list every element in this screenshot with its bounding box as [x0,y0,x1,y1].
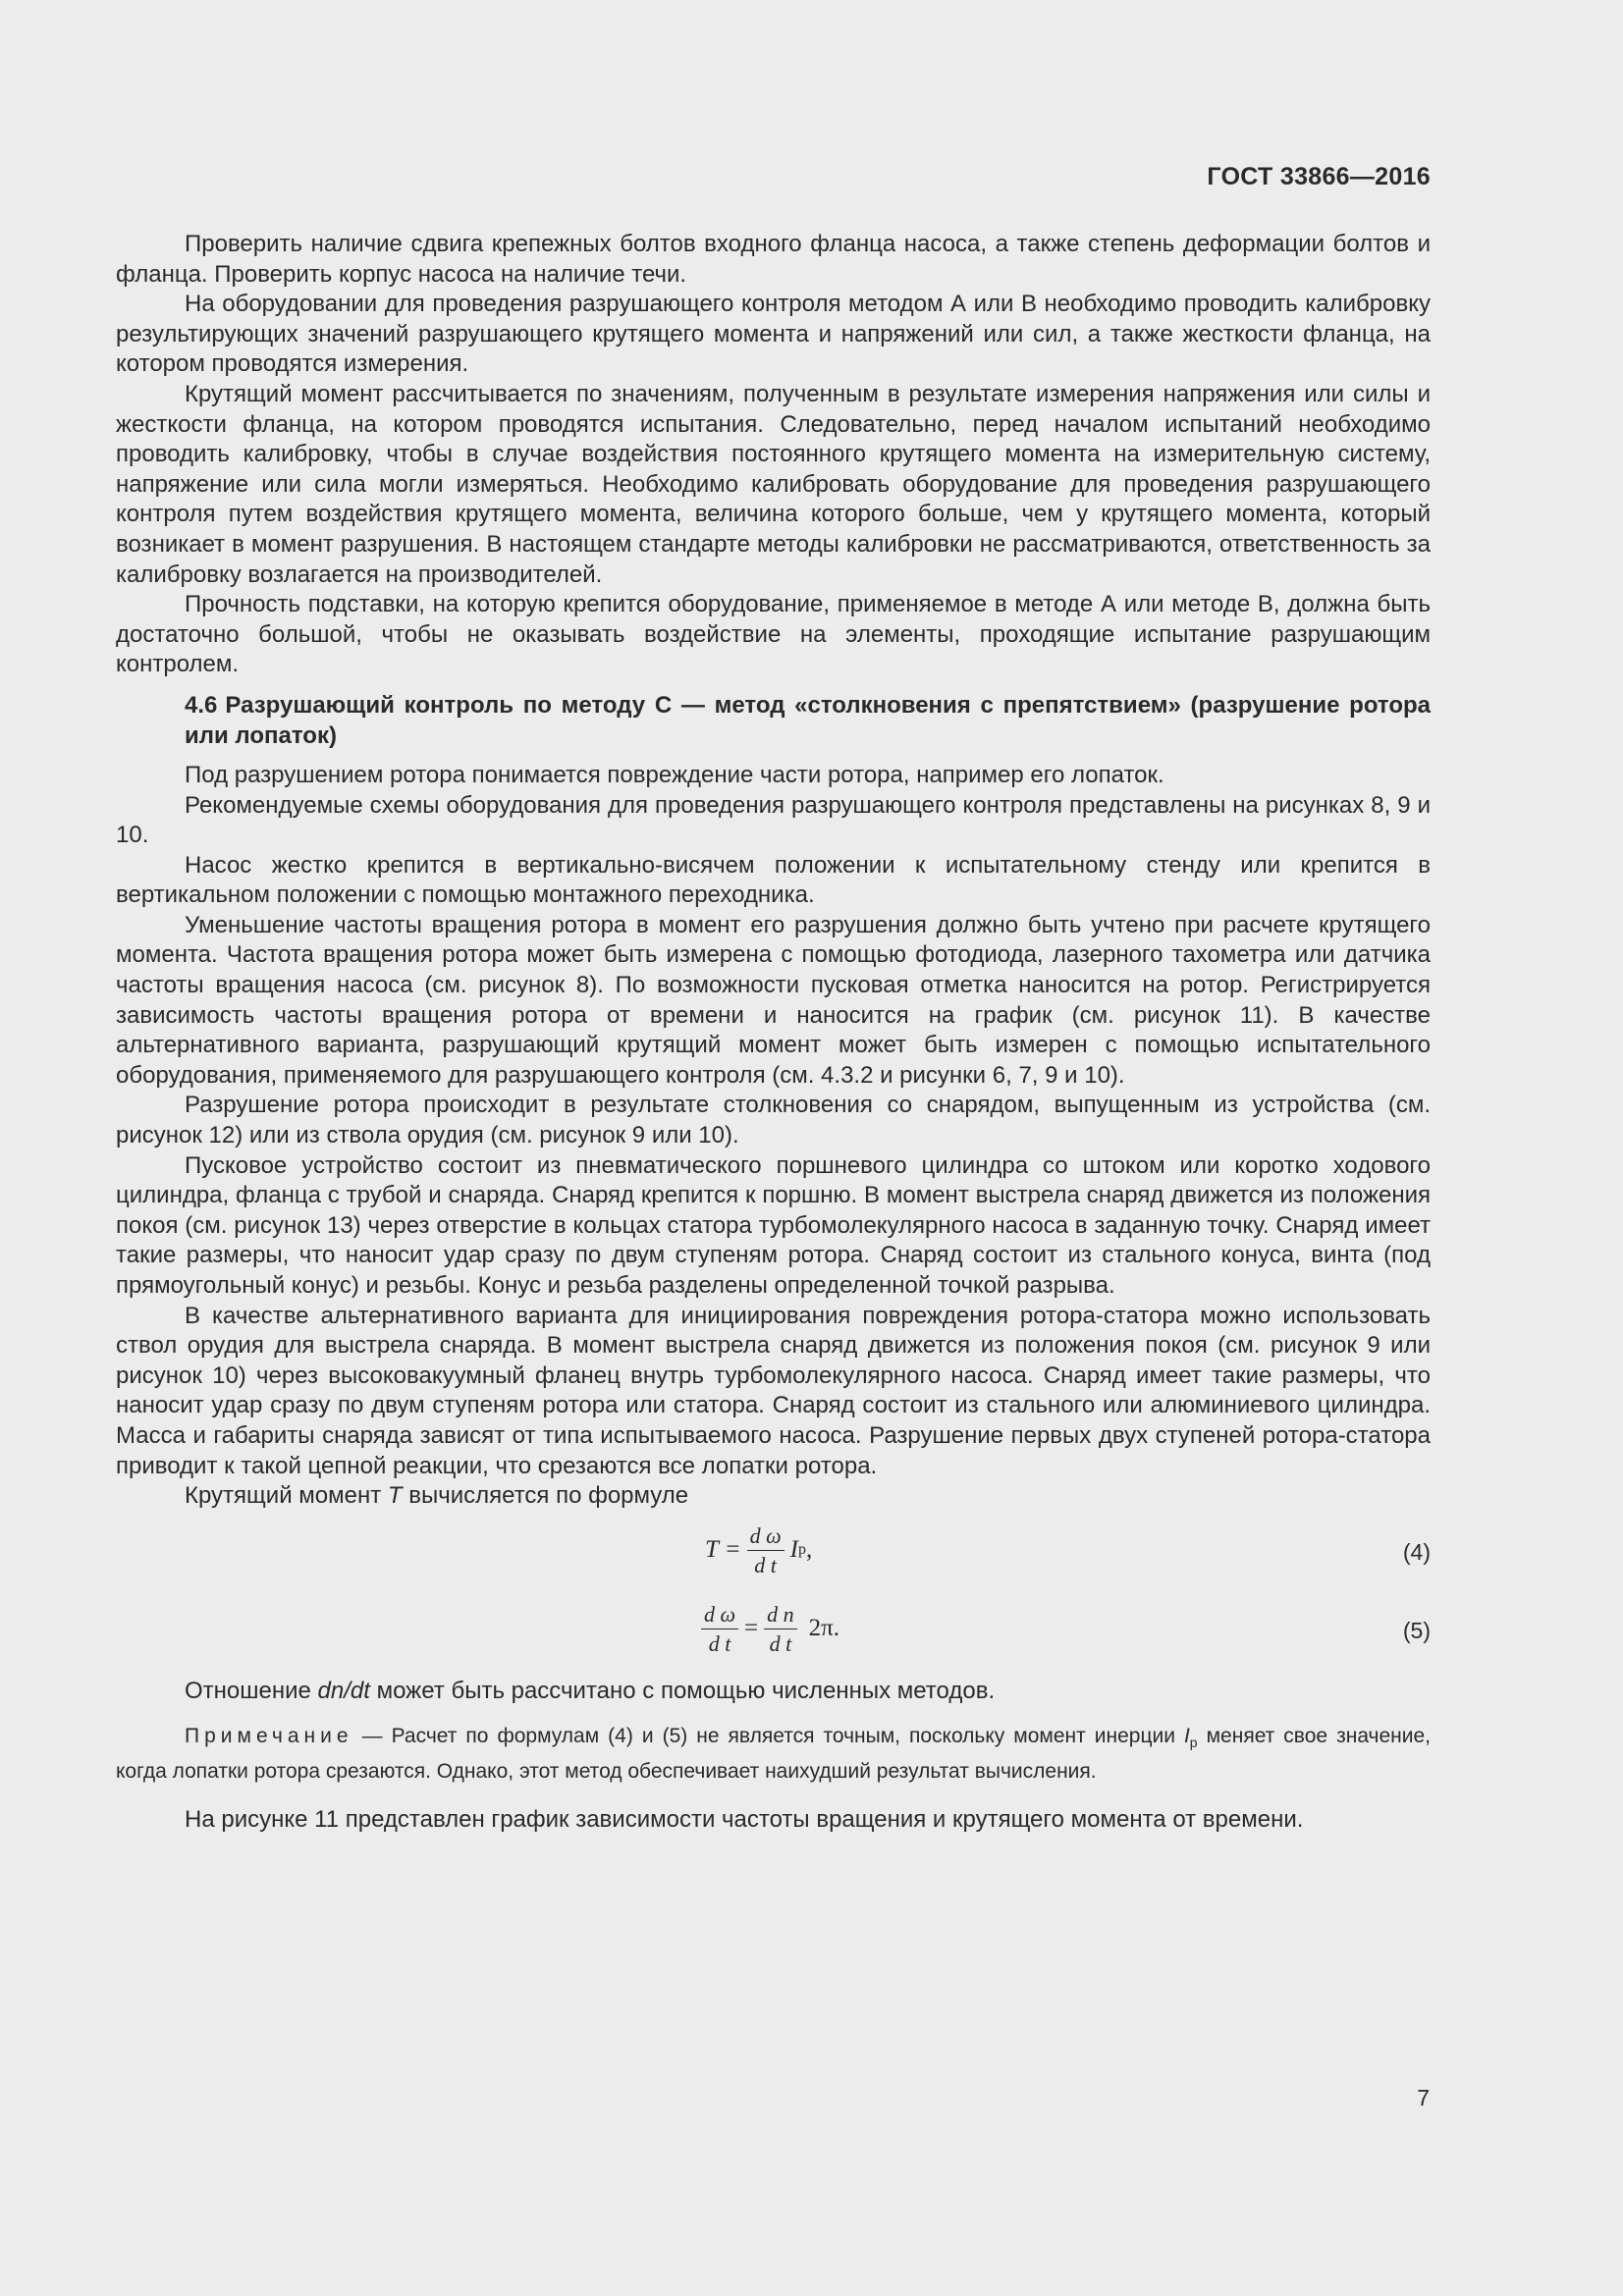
note [116,1722,1431,1786]
ratio-text: Отношение [185,1677,318,1704]
paragraph: Пусковое устройство состоит из пневматического поршневого цилиндра со штоком или коротко ходового цилиндра, фланца с трубой и снаряда. Снаряд крепится к поршню. В момент выстрела снаряд движется из положения покоя (см. рисунок 13) через отверстие в кольцах статора турбомолекулярного насоса в заданную точку. Снаряд имеет такие размеры, что наносит удар сразу по двум ступеням ротора. Снаряд состоит из стального конуса, винта (под прямоугольный конус) и резьбы. Конус и резьба разделены определенной точкой разрыва. [116,1151,1431,1299]
formula-intro-text-end: вычисляется по формуле [402,1482,689,1510]
paragraph: Разрушение ротора происходит в результате столкновения со снарядом, выпущенным из устройства (см. рисунок 12) или из ствола орудия (см. рисунок 9 или 10). [116,1092,1431,1149]
formula-4-lhs: T = [705,1536,741,1564]
paragraph: Рекомендуемые схемы оборудования для проведения разрушающего контроля представлены на рисунках 8, 9 и 10. [116,791,1431,849]
fraction-denominator: d t [708,1630,731,1656]
formula-4 [116,1520,1431,1590]
note-text-end: меняет свое значение, когда лопатки ротора срезаются. Однако, этот метод обеспечивает наихудший результат вычисления. [116,1725,1431,1784]
paragraph: Насос жестко крепится в вертикально-висячем положении к испытательному стенду или крепится в вертикальном положении с помощью монтажного переходника. [116,851,1431,909]
paragraph: В качестве альтернативного варианта для инициирования повреждения ротора-статора можно использовать ствол орудия для выстрела снаряда. В момент выстрела снаряд движется из положения покоя (см. рисунок 9 или рисунок 10) через высоковакуумный фланец внутрь турбомолекулярного насоса. Снаряд имеет такие размеры, что наносит удар сразу по двум ступеням ротора или статора. Снаряд состоит из стального или алюминиевого цилиндра. Масса и габариты снаряда зависят от типа испытываемого насоса. Разрушение первых двух ступеней ротора-статора приводит к такой цепной реакции, что срезаются все лопатки ротора. [116,1302,1431,1479]
paragraph: Под разрушением ротора понимается повреждение части ротора, например его лопаток. [185,761,1164,788]
paragraph: На оборудовании для проведения разрушающего контроля методом А или В необходимо проводить калибровку результирующих значений разрушающего крутящего момента и напряжений или сил, а также жесткости фланца, на котором проводятся измерения. [116,291,1431,378]
formula-5-fraction-right [764,1602,797,1657]
fraction-numerator: d n [764,1602,797,1629]
fraction-denominator: d t [769,1630,792,1656]
formula-5-number: (5) [1402,1617,1431,1643]
inertia-symbol: I [789,1536,798,1564]
fraction-numerator: d ω [701,1602,738,1629]
ratio-symbol: dn/dt [317,1677,370,1704]
formula-intro [116,1481,1431,1512]
note-inertia-symbol: I [1183,1725,1190,1748]
formula-4-number: (4) [1402,1538,1431,1565]
page-content [116,230,1431,1836]
fraction-numerator: d ω [747,1523,784,1551]
page-number: 7 [1417,2085,1430,2110]
paragraph: Уменьшение частоты вращения ротора в момент его разрушения должно быть учтено при расчете крутящего момента. Частота вращения ротора может быть измерена с помощью фотодиода, лазерного тахометра или датчика частоты вращения насоса (см. рисунок 8). По возможности пусковая отметка наносится на ротор. Регистрируется зависимость частоты вращения ротора от времени и наносится на график (см. рисунок 11). В качестве альтернативного варианта, разрушающий крутящий момент может быть измерен с помощью испытательного оборудования, применяемого для разрушающего контроля (см. 4.3.2 и рисунки 6, 7, 9 и 10). [116,911,1431,1089]
ratio-text-end: может быть рассчитано с помощью численных методов. [369,1677,996,1704]
formula-5-fraction-left [701,1602,738,1657]
ratio-sentence [116,1677,1431,1707]
fraction-denominator: d t [754,1552,777,1577]
section-title: Разрушающий контроль по методу С — метод «столкновения с препятствием» (разрушение ротора или лопаток) [185,691,1431,749]
section-heading [116,690,1431,751]
standard-header: ГОСТ 33866—2016 [1207,163,1431,190]
paragraph: Проверить наличие сдвига крепежных болтов входного фланца насоса, а также степень деформации болтов и фланца. Проверить корпус насоса на наличие течи. [116,231,1431,288]
note-label: Примечание [185,1725,353,1748]
formula-intro-text: Крутящий момент [185,1482,388,1510]
note-inertia-subscript: р [1189,1735,1198,1751]
closing-paragraph: На рисунке 11 представлен график зависимости частоты вращения и крутящего момента от времени. [185,1806,1304,1834]
inertia-subscript: р [797,1541,806,1559]
formula-5-expression [695,1602,839,1657]
formula-4-tail: , [805,1536,813,1564]
paragraph: Крутящий момент рассчитывается по значениям, полученным в результате измерения напряжения или силы и жесткости фланца, на котором проводятся испытания. Следовательно, перед началом испытаний необходимо проводить калибровку, чтобы в случае воздействия постоянного крутящего момента на измерительную систему, напряжение или сила могли измеряться. Необходимо калибровать оборудование для проведения разрушающего контроля путем воздействия крутящего момента, величина которого больше, чем у крутящего момента, который возникает в момент разрушения. В настоящем стандарте методы калибровки не рассматриваются, ответственность за калибровку возлагается на производителей. [116,380,1431,588]
formula-4-fraction [747,1523,784,1578]
formula-5-tail: 2π. [808,1615,840,1642]
formula-5 [116,1598,1431,1669]
section-number: 4.6 [185,691,218,719]
note-text: — Расчет по формулам (4) и (5) не является точным, поскольку момент инерции [352,1725,1184,1748]
torque-symbol: T [387,1482,403,1510]
formula-4-expression [705,1523,812,1578]
paragraph: Прочность подставки, на которую крепится оборудование, применяемое в методе А или методе В, должна быть достаточно большой, чтобы не оказывать воздействие на элементы, проходящие испытание разрушающим контролем. [116,591,1431,678]
formula-5-equals: = [744,1615,759,1642]
